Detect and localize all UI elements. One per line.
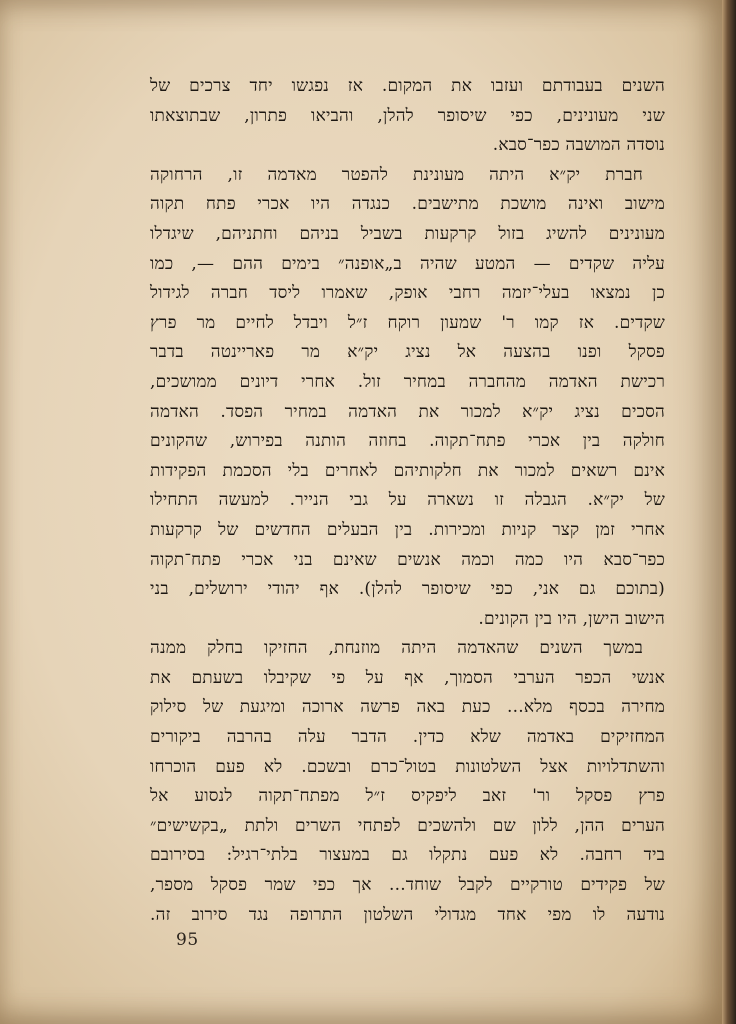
text-line: אינם רשאים למכור את חלקותיהם לאחרים בלי הסכמת הפקידות [150,460,665,481]
text-line: הישוב הישן, היו בין הקונים. [478,608,665,629]
text-line: פרץ פסקל ור' זאב ליפקיס ז״ל מפתח־תקוה לנסוע אל [150,786,665,807]
text-line: שקדים. אז קמו ר' שמעון רוקח ז״ל ויבדל לחיים מר פרץ [150,312,665,333]
text-line: הסכים נציג יק״א למכור את האדמה במחיר הפסד. האדמה [150,401,665,422]
text-line: במשך השנים שהאדמה היתה מוזנחת, החזיקו בחלק ממנה [150,638,643,659]
text-line: אחרי זמן קצר קניות ומכירות. בין הבעלים החדשים של קרקעות [150,519,665,540]
text-line: הערים ההן, ללון שם ולהשכים לפתחי השרים ולתת „בקשישים״ [150,815,665,836]
text-line: פסקל ופנו בהצעה אל נציג יק״א מר פאריינטה בדבר [150,342,665,363]
text-line: נוסדה המושבה כפר־סבא. [492,135,665,156]
text-line: חולקה בין אכרי פתח־תקוה. בחוזה הותנה בפירוש, שהקונים [150,431,665,452]
text-line: המחזיקים באדמה שלא כדין. הדבר עלה בהרבה ביקורים [150,727,665,748]
text-line: עליה שקדים — המטע שהיה ב„אופנה״ בימים ההם —, כמו [150,253,665,274]
text-line: אנשי הכפר הערבי הסמוך, אף על פי שקיבלו בשעתם את [150,667,665,688]
text-line: שני מעונינים, כפי שיסופר להלן, והביאו פתרון, שבתוצאתו [150,105,665,126]
text-line: מעונינים להשיג בזול קרקעות בשביל בניהם וחתניהם, שיגדלו [150,223,665,244]
page-number: 95 [176,930,199,950]
body-text [150,72,665,930]
text-line: חברת יק״א היתה מעונינת להפטר מאדמה זו, הרחוקה [150,164,643,185]
text-line: של יק״א. הגבלה זו נשארה על גבי הנייר. למעשה התחילו [150,490,665,511]
page-edge-shadow [722,0,736,1024]
text-line: מחירה בכסף מלא... כעת באה פרשה ארוכה ומיגעת של סילוק [150,697,665,718]
text-line: השנים בעבודתם ועזבו את המקום. אז נפגשו יחד צרכים של [150,76,665,96]
text-line: של פקידים טורקיים לקבל שוחד... אך כפי שמר פסקל מספר, [150,875,665,896]
text-line: ביד רחבה. לא פעם נתקלו גם במעצור בלתי־רגיל: בסירובם [150,845,665,866]
text-line: (בתוכם גם אני, כפי שיסופר להלן). אף יהודי ירושלים, בני [150,579,665,600]
text-line: והשתדלויות אצל השלטונות בטול־כרם ובשכם. לא פעם הוכרחו [150,756,665,777]
text-line: מישוב ואינה מושכת מתישבים. כנגדה היו אכרי פתח תקוה [150,194,665,215]
text-line: כפר־סבא היו כמה וכמה אנשים שאינם בני אכרי פתח־תקוה [150,549,665,570]
text-line: רכישת האדמה מהחברה במחיר זול. אחרי דיונים ממושכים, [150,371,665,392]
text-line: כן נמצאו בעלי־יזמה רחבי אופק, שאמרו ליסד חברה לגידול [150,283,665,304]
text-line: נודעה לו מפי אחד מגדולי השלטון התרופה נגד סירוב זה. [150,904,665,925]
